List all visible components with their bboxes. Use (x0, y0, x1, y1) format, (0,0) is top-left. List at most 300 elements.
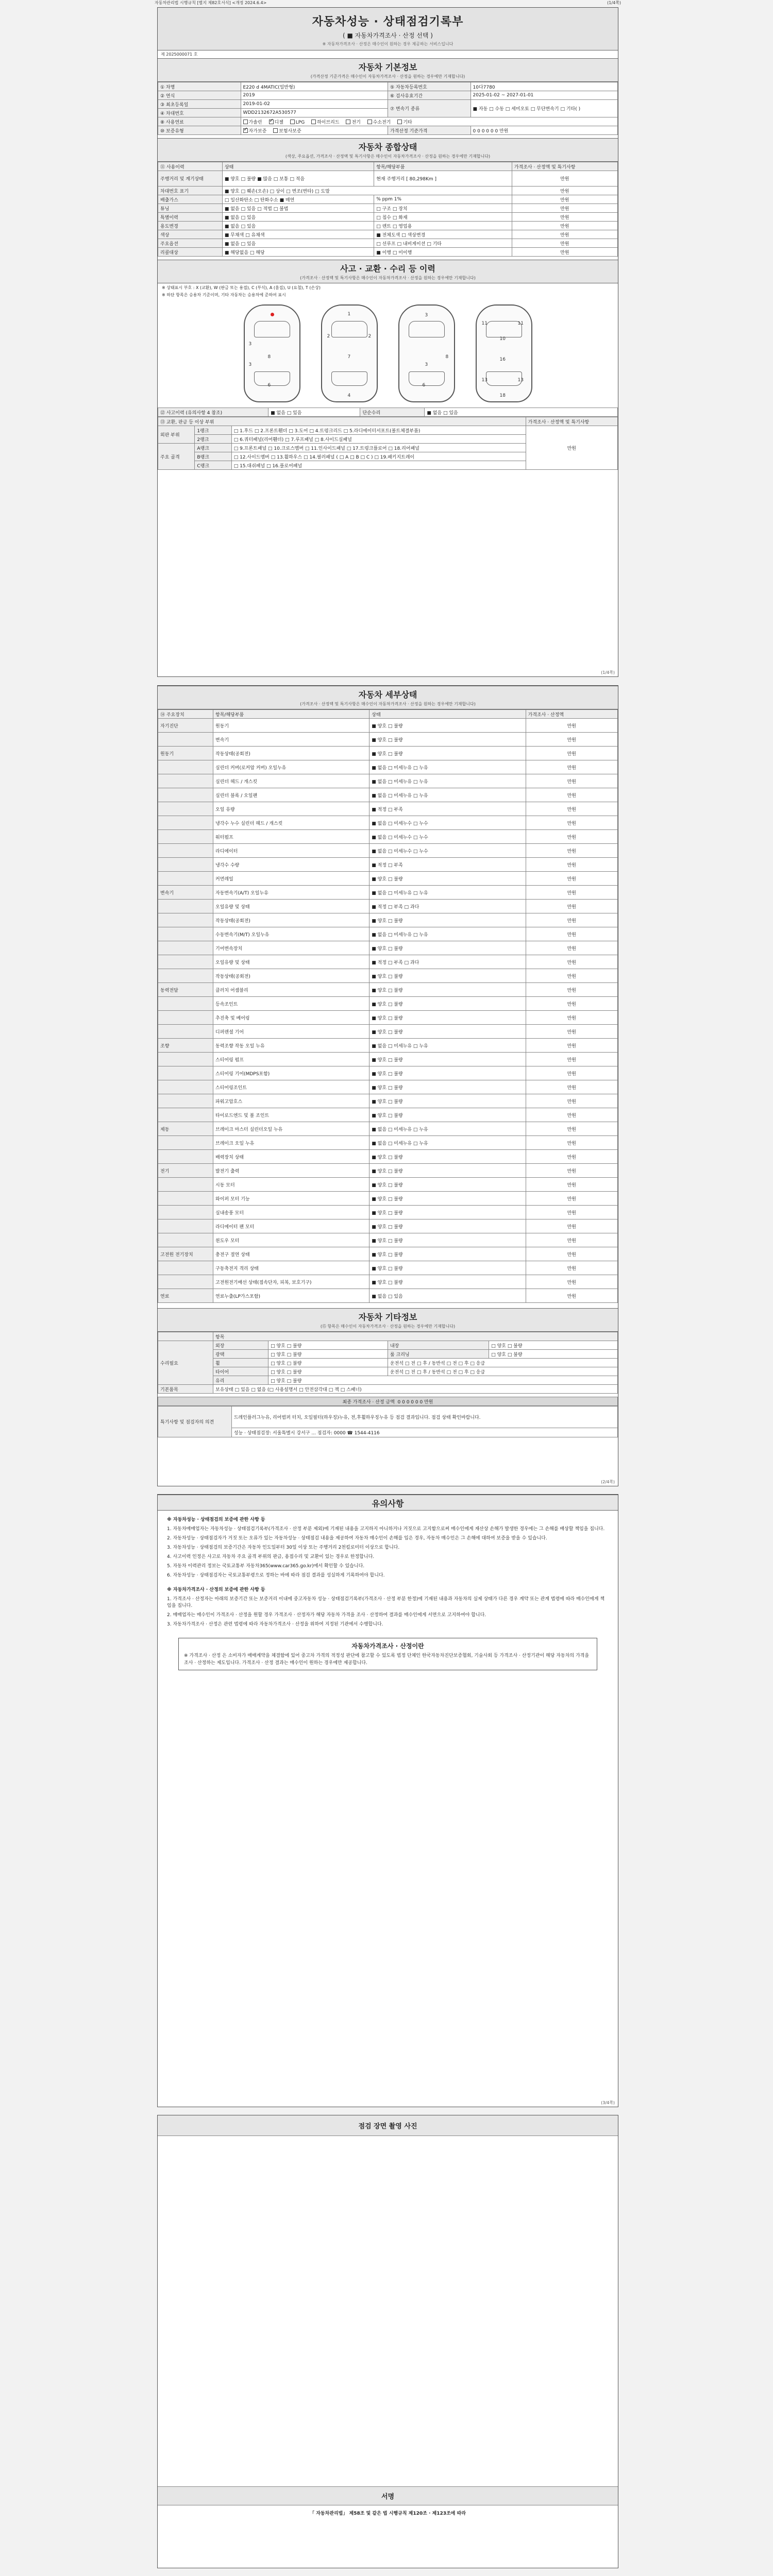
item-cell: 작동상태(공회전) (213, 747, 369, 760)
notes-heading-1: ※ 자동차성능 · 상태점검의 보증에 관한 사항 등 (167, 1517, 265, 1522)
checkbox-icon (311, 120, 316, 124)
status-cell: ■ 양호 □ 불량 (369, 719, 526, 733)
item-cell: 동력조향 작동 오일 누유 (213, 1039, 369, 1053)
table-row (158, 195, 618, 204)
table-row (158, 1094, 618, 1108)
group-label (158, 1261, 213, 1275)
status-cell: ■ 양호 □ 불량 (369, 1261, 526, 1275)
table-row (158, 1219, 618, 1233)
fuel-option[interactable]: 가솔린 (243, 120, 262, 125)
table-row (158, 886, 618, 900)
row-label: 주행거리 및 계기상태 (158, 171, 223, 187)
rank-label: 2랭크 (195, 435, 231, 444)
group-label (158, 1192, 213, 1206)
row-label: 색상 (158, 230, 223, 239)
note-item: 1. 가격조사 · 산정자는 아래의 보증기간 또는 보증거리 이내에 중고자동차 성능 · 상태점검기록부(가격조사 · 산정 부분 한정)에 기재된 내용과 자동차의 실제 상태가 다른 경우 계약 또는 관계 법령에 따라 매수인에게 책임을 집니다. (167, 1596, 605, 1609)
table-header-row (158, 162, 618, 171)
item-cell: 와이퍼 모터 기능 (213, 1192, 369, 1206)
item-cell: 원동기 (213, 719, 369, 733)
fuel-option[interactable]: 수소전기 (367, 120, 391, 125)
table-row (158, 900, 618, 913)
note-item: 4. 사고이력 인정은 사고로 자동차 주요 골격 부위의 판금, 용접수리 및 교환이 있는 경우로 한정합니다. (167, 1554, 375, 1560)
price-cell: 만원 (526, 1247, 617, 1261)
table-row (158, 1066, 618, 1080)
fuel-option[interactable]: LPG (290, 120, 305, 125)
price-cell: 만원 (512, 213, 617, 222)
price-cell: 만원 (526, 774, 617, 788)
status-cell: □ 일산화탄소 □ 탄화수소 ■ 매연 (222, 195, 374, 204)
status-cell: ■ 없음 □ 미세누유 □ 누유 (369, 760, 526, 774)
status-cell: □ 양호 □ 불량 (268, 1367, 388, 1376)
table-row (158, 1053, 618, 1066)
item-cell: 구동축전지 격리 상태 (213, 1261, 369, 1275)
checkbox-checked-icon (269, 120, 274, 124)
price-cell: 만원 (526, 1108, 617, 1122)
page-1 (157, 7, 618, 677)
value-cell: ■ 자동 □ 수동 □ 세미오토 □ 무단변속기 □ 기타( ) (470, 100, 617, 117)
car-right-side-icon: 3 3 6 8 (398, 304, 455, 402)
table-row (158, 1108, 618, 1122)
group-label (158, 1206, 213, 1219)
value-cell: 2025-01-02 ~ 2027-01-01 (470, 91, 617, 100)
detail-cell: 현재 주행거리 [ 80,298Km ] (374, 171, 512, 187)
status-cell: ■ 양호 □ 불량 ■ 많음 □ 보통 □ 적음 (222, 171, 374, 187)
status-cell: ■ 양호 □ 불량 (369, 1053, 526, 1066)
price-cell: 만원 (526, 1289, 617, 1303)
item-cell: 작동상태(공회전) (213, 969, 369, 983)
table-header-row (158, 1332, 618, 1341)
group-label (158, 802, 213, 816)
checkbox-icon (367, 120, 372, 124)
item-cell: 실린더 헤드 / 개스킷 (213, 774, 369, 788)
status-cell: ■ 양호 □ 불량 (369, 1011, 526, 1025)
group-label (158, 900, 213, 913)
status-cell: ■ 없음 □ 미세누수 □ 누수 (369, 816, 526, 830)
note-item: 3. 자동차가격조사 · 산정은 관련 법령에 따라 자동차가격조사 · 산정을 위하여 지정된 기관에서 수행합니다. (167, 1622, 383, 1628)
status-cell: ■ 없음 □ 미세누수 □ 누수 (369, 844, 526, 858)
status-cell: ■ 양호 □ 불량 (369, 1150, 526, 1164)
table-row (158, 1136, 618, 1150)
table-row (158, 1122, 618, 1136)
row-label: 용도변경 (158, 222, 223, 230)
group-label (158, 788, 213, 802)
price-cell: 만원 (512, 187, 617, 195)
price-cell: 만원 (512, 230, 617, 239)
item-cell: 시동 모터 (213, 1178, 369, 1192)
status-cell: ■ 없음 □ 있음 (222, 239, 374, 248)
row-label: 기본품목 (158, 1385, 213, 1394)
price-cell: 만원 (526, 844, 617, 858)
price-cell: 만원 (526, 816, 617, 830)
group-label (158, 1066, 213, 1080)
main-frame-label: 주요 골격 (158, 444, 195, 470)
detail-title: 자동차 세부상태 (358, 690, 417, 700)
item-cell: 냉각수 누수 실린더 헤드 / 개스킷 (213, 816, 369, 830)
price-cell: 만원 (526, 1178, 617, 1192)
other-title: 자동차 기타정보 (358, 1312, 417, 1322)
table-row (158, 82, 618, 91)
price-cell: 만원 (526, 913, 617, 927)
form-reference: 자동차관리법 시행규칙 [별지 제82호서식] <개정 2024.6.4> (155, 1, 267, 5)
accident-legend: ※ 상태표시 부호 : X (교환), W (판금 또는 용접), C (부식), A (흠집), U (요철), T (손상) (162, 285, 321, 290)
rank-items: □ 12.사이드멤버 □ 13.휠하우스 □ 14.필러패널 ( □ A □ B □ C ) □ 19.패키지트레이 (231, 452, 526, 461)
rank-label: C랭크 (195, 461, 231, 470)
group-label (158, 1080, 213, 1094)
price-cell: 만원 (526, 1136, 617, 1150)
basic-info-band (158, 58, 618, 82)
group-label (158, 941, 213, 955)
price-cell: 만원 (512, 248, 617, 257)
price-cell: 만원 (526, 1094, 617, 1108)
group-label: 조향 (158, 1039, 213, 1053)
status-cell: ■ 양호 □ 불량 (369, 941, 526, 955)
checkbox-icon (346, 120, 350, 124)
overall-subtitle: (색상, 주요옵션, 가격조사 · 산정액 및 특기사항은 매수인이 자동차가격조사 · 산정을 원하는 경우에만 기재합니다) (285, 154, 491, 159)
price-cell: 만원 (512, 204, 617, 213)
checkbox-icon (273, 128, 278, 133)
table-row (158, 774, 618, 788)
photo-area (158, 2136, 618, 2486)
label-cell: ② 연식 (158, 91, 241, 100)
overall-band (158, 138, 618, 162)
item-cell: 실린더 블록 / 오일팬 (213, 788, 369, 802)
table-row (158, 844, 618, 858)
table-row (158, 1039, 618, 1053)
row-label: 휠 (213, 1359, 268, 1367)
status-cell: ■ 없음 □ 미세누유 □ 누유 (369, 1039, 526, 1053)
item-cell: 라디에이터 팬 모터 (213, 1219, 369, 1233)
price-cell: 만원 (526, 1275, 617, 1289)
group-label (158, 1233, 213, 1247)
item-cell: 실린더 커버(로커암 커버) 오일누유 (213, 760, 369, 774)
sign-text: 「 자동차관리법」 제58조 및 같은 법 시행규칙 제120조 · 제123조에 따라 (310, 2511, 466, 2516)
overall-title: 자동차 종합상태 (358, 142, 417, 152)
table-row (158, 816, 618, 830)
status-cell: ■ 양호 □ 불량 (369, 969, 526, 983)
table-row (158, 719, 618, 733)
rank-items: □ 6.쿼터패널(리어휀더) □ 7.루프패널 □ 8.사이드실패널 (231, 435, 526, 444)
final-price-label: 최종 가격조사 · 산정 금액 0 0 0 0 0 0 만원 (158, 1397, 618, 1406)
group-label (158, 927, 213, 941)
column-header: ⑭ 주요장치 (158, 710, 213, 719)
table-row (158, 1406, 618, 1428)
detail-cell: ■ 전체도색 □ 색상변경 (374, 230, 512, 239)
fuel-options (241, 117, 617, 126)
status-cell: ■ 양호 □ 불량 (369, 1192, 526, 1206)
checkbox-icon (243, 120, 248, 124)
status-cell: ■ 양호 □ 불량 (369, 913, 526, 927)
price-cell: 만원 (526, 1164, 617, 1178)
detail-cell: % ppm 1% (374, 195, 512, 204)
price-cell: 만원 (526, 1053, 617, 1066)
table-row (158, 187, 618, 195)
status-cell: ■ 양호 □ 불량 (369, 1275, 526, 1289)
rank-items: □ 1.후드 □ 2.프론트휀더 □ 3.도어 □ 4.트렁크리드 □ 5.라디에이터서포트(볼트체결부품) (231, 426, 526, 435)
price-cell: 만원 (526, 1066, 617, 1080)
note-item: 3. 자동차성능 · 상태점검의 보증기간은 자동차 인도일부터 30일 이상 또는 주행거리 2천킬로미터 이상으로 합니다. (167, 1545, 400, 1550)
label-cell: ④ 차대번호 (158, 109, 241, 117)
table-row (158, 830, 618, 844)
table-row (158, 1376, 618, 1385)
page-3 (157, 1494, 618, 2107)
item-cell: 라디에이터 (213, 844, 369, 858)
table-row (158, 230, 618, 239)
value-cell: 2019 (241, 91, 388, 100)
item-cell: 커먼레일 (213, 872, 369, 886)
table-row (158, 1261, 618, 1275)
notes-body (158, 1511, 618, 1634)
price-cell: 만원 (526, 830, 617, 844)
basic-info-table (158, 82, 618, 135)
warranty-options (241, 126, 388, 135)
outer-label: 외판 부위 (158, 426, 195, 444)
status-cell: ■ 양호 □ 불량 (369, 1094, 526, 1108)
status-cell: ■ 양호 □ 불량 (369, 1080, 526, 1094)
item-cell: 클러치 어셈블리 (213, 983, 369, 997)
detail-cell: □ 구조 □ 장치 (374, 204, 512, 213)
group-label (158, 913, 213, 927)
table-row (158, 1350, 618, 1359)
table-row (158, 248, 618, 257)
group-label (158, 858, 213, 872)
price-cell: 만원 (526, 927, 617, 941)
price-cell: 만원 (526, 983, 617, 997)
status-cell: ■ 양호 □ 불량 (369, 733, 526, 747)
status-cell: □ 양호 □ 불량 (268, 1376, 618, 1385)
item-cell: 스티어링 기어(MDPS포함) (213, 1066, 369, 1080)
price-cell: 만원 (526, 426, 617, 470)
rank-items: □ 9.프론트패널 □ 10.크로스멤버 □ 11.인사이드패널 □ 17.트렁크플로어 □ 18.리어패널 (231, 444, 526, 452)
column-header: 상태 (369, 710, 526, 719)
group-label (158, 760, 213, 774)
group-label: 고전원 전기장치 (158, 1247, 213, 1261)
status-cell: ■ 양호 □ 불량 (369, 1164, 526, 1178)
accident-value: ■ 없음 □ 있음 (268, 408, 360, 417)
row-label: 광택 (213, 1350, 268, 1359)
table-row (158, 1080, 618, 1094)
row-label: 외장 (213, 1341, 268, 1350)
status-cell: □ 양호 □ 불량 (268, 1350, 388, 1359)
price-survey-text: ※ 가격조사 · 산정 은 소비자가 매매계약을 체결함에 있어 중고차 가격의 적정성 판단에 참고할 수 있도록 법정 단체인 한국자동차진단보증협회, 기술사회 등 가격조사 · 산정기관이 해당 자동차의 가격을 조사 · 산정하는 제도입니다. 가격조사 · 산정 결과는 매수인이 원하는 경우에만 제공합니다. (184, 1653, 590, 1666)
price-cell: 만원 (526, 1206, 617, 1219)
form-note: ※ 자동차가격조사 · 산정은 매수인이 원하는 경우 제공하는 서비스입니다 (322, 42, 453, 46)
group-label: 연료 (158, 1289, 213, 1303)
price-cell: 만원 (526, 1233, 617, 1247)
value-cell: E220 d 4MATIC(일반형) (241, 82, 388, 91)
table-row (158, 927, 618, 941)
fuel-option[interactable]: 전기 (346, 120, 360, 125)
group-label (158, 733, 213, 747)
price-cell: 만원 (526, 760, 617, 774)
item-cell: 발전기 출력 (213, 1164, 369, 1178)
table-row (158, 213, 618, 222)
table-row (158, 1341, 618, 1350)
car-top-view-icon: 1 7 4 2 2 (321, 304, 378, 402)
table-row (158, 1011, 618, 1025)
table-row (158, 1150, 618, 1164)
price-cell: 만원 (526, 1219, 617, 1233)
rank-items: □ 15.대쉬패널 □ 16.플로어패널 (231, 461, 526, 470)
notes-heading-2: ※ 자동차가격조사 · 산정의 보증에 관한 사항 등 (167, 1587, 265, 1592)
item-cell: 자동변속기(A/T) 오일누유 (213, 886, 369, 900)
table-row (158, 91, 618, 100)
group-label (158, 872, 213, 886)
group-label (158, 1053, 213, 1066)
item-cell: 배력장치 상태 (213, 1150, 369, 1164)
row-label: 차대번호 표기 (158, 187, 223, 195)
rank-label: B랭크 (195, 452, 231, 461)
status-cell: ■ 없음 □ 미세누유 □ 누유 (369, 927, 526, 941)
status-cell: ■ 적정 □ 부족 □ 과다 (369, 900, 526, 913)
status-cell: ■ 양호 □ 불량 (369, 1025, 526, 1039)
table-row (158, 100, 618, 109)
table-row (158, 417, 618, 426)
simple-repair-label: 단순수리 (360, 408, 425, 417)
status-cell: ■ 양호 □ 불량 (369, 983, 526, 997)
table-row (158, 126, 618, 135)
price-cell: 만원 (526, 747, 617, 760)
fuel-option[interactable]: 하이브리드 (311, 120, 339, 125)
status-cell: ■ 양호 □ 불량 (369, 872, 526, 886)
price-cell: 만원 (526, 969, 617, 983)
status-cell: ■ 양호 □ 불량 (369, 1233, 526, 1247)
rank-label: 1랭크 (195, 426, 231, 435)
row-label: 유리 (213, 1376, 268, 1385)
table-row (158, 941, 618, 955)
status-cell: ■ 없음 □ 있음 (222, 222, 374, 230)
checkbox-icon (290, 120, 295, 124)
fuel-option[interactable]: ✓ 디젤 (269, 120, 283, 125)
column-header: ⑪ 사용이력 (158, 162, 223, 171)
status-cell: ■ 양호 □ 불량 (369, 1247, 526, 1261)
warranty-option[interactable]: ✓ 자가보증 (243, 129, 267, 134)
photo-section-title: 점검 장면 촬영 사진 (158, 2115, 618, 2136)
table-row (158, 1367, 618, 1376)
page-number: (3/4쪽) (601, 2100, 615, 2105)
other-table (158, 1332, 618, 1394)
detail-cell: 운전석 □ 전 □ 후 / 동반석 □ 전 □ 후 □ 응급 (388, 1359, 617, 1367)
car-frame-icon: 11 11 10 16 13 13 18 (476, 304, 532, 402)
status-cell: ■ 없음 □ 미세누수 □ 누수 (369, 830, 526, 844)
table-row (158, 747, 618, 760)
group-label: 전기 (158, 1164, 213, 1178)
overall-table (158, 162, 618, 257)
accident-subtitle: (가격조사 · 산정액 및 특기사항은 매수인이 자동차가격조사 · 산정을 원하는 경우에만 기재합니다) (300, 276, 476, 280)
price-cell: 만원 (526, 997, 617, 1011)
price-cell: 만원 (526, 955, 617, 969)
price-cell: 만원 (512, 239, 617, 248)
price-cell: 만원 (526, 1150, 617, 1164)
warranty-label: ⑩ 보증유형 (158, 126, 241, 135)
form-reference-line (155, 0, 621, 6)
fuel-option[interactable]: 기타 (397, 120, 412, 125)
row-label: 타이어 (213, 1367, 268, 1376)
checkbox-icon (397, 120, 402, 124)
note-item: 6. 자동차성능 · 상태점검자는 국토교통부령으로 정하는 바에 따라 점검 결과를 성실하게 기록하여야 합니다. (167, 1572, 385, 1578)
label-cell: ⑥ 검사유효기간 (388, 91, 470, 100)
table-row (158, 997, 618, 1011)
status-cell: 보유상태 □ 있음 □ 없음 (□ 사용설명서 □ 안전삼각대 □ 잭 □ 스패너) (213, 1385, 618, 1394)
price-value: 0 0 0 0 0 0 만원 (470, 126, 617, 135)
row-label: 주요옵션 (158, 239, 223, 248)
status-cell: ■ 무채색 □ 유채색 (222, 230, 374, 239)
status-cell: ■ 해당없음 □ 해당 (222, 248, 374, 257)
label-cell: ⑤ 자동차등록번호 (388, 82, 470, 91)
label-cell: ③ 최초등록일 (158, 100, 241, 109)
price-cell: 만원 (526, 872, 617, 886)
group-label: 원동기 (158, 747, 213, 760)
group-label (158, 774, 213, 788)
other-subtitle: (⑮ 항목은 매수인이 자동차가격조사 · 산정을 원하는 경우에만 기재합니다) (320, 1324, 456, 1329)
price-cell: 만원 (526, 788, 617, 802)
group-label (158, 969, 213, 983)
table-row (158, 1178, 618, 1192)
status-cell: ■ 적정 □ 부족 (369, 858, 526, 872)
group-label (158, 1011, 213, 1025)
item-cell: 브레이크 마스터 실린더오일 누유 (213, 1122, 369, 1136)
row-label: 리콜대상 (158, 248, 223, 257)
table-row (158, 913, 618, 927)
price-cell: 만원 (526, 733, 617, 747)
price-cell: 만원 (526, 1025, 617, 1039)
group-label: 자기진단 (158, 719, 213, 733)
status-cell: ■ 없음 □ 미세누유 □ 누유 (369, 886, 526, 900)
status-cell: ■ 없음 □ 미세누유 □ 누유 (369, 788, 526, 802)
item-cell: 오일 유량 (213, 802, 369, 816)
group-label (158, 1219, 213, 1233)
price-cell: 만원 (512, 171, 617, 187)
page-number: (1/4쪽) (601, 670, 615, 675)
price-header: 가격조사 · 산정액 및 특기사항 (526, 417, 617, 426)
price-cell: 만원 (526, 1080, 617, 1094)
notes-band (158, 1495, 618, 1511)
page-2 (157, 685, 618, 1486)
value-cell: 2019-01-02 (241, 100, 388, 109)
group-label (158, 816, 213, 830)
table-row (158, 1025, 618, 1039)
price-cell: 만원 (526, 900, 617, 913)
status-cell: ■ 양호 □ 불량 (369, 1066, 526, 1080)
row-label: 특별이력 (158, 213, 223, 222)
detail-cell: ■ 이행 □ 미이행 (374, 248, 512, 257)
table-row (158, 788, 618, 802)
other-band (158, 1308, 618, 1332)
table-header-row (158, 710, 618, 719)
row-label: 내장 (388, 1341, 489, 1350)
item-cell: 워터펌프 (213, 830, 369, 844)
warranty-option[interactable]: 보험사보증 (273, 129, 301, 134)
note-item: 2. 매매업자는 매수인이 가격조사 · 산정을 원할 경우 가격조사 · 산정자가 해당 자동차 가격을 조사 · 산정하여 결과를 매수인에게 서면으로 고지하여야 합니다. (167, 1613, 486, 1618)
detail-table (158, 709, 618, 1303)
item-cell: 스티어링조인트 (213, 1080, 369, 1094)
status-cell: ■ 양호 □ 불량 (369, 1219, 526, 1233)
group-label (158, 1275, 213, 1289)
group-label (158, 997, 213, 1011)
item-cell: 윈도우 모터 (213, 1233, 369, 1247)
page-number: (2/4쪽) (601, 1480, 615, 1484)
document-number: 제 2025000071 호 (161, 52, 198, 57)
note-item: 5. 자동차 이력관리 정보는 국토교통부 자동차365(www.car365.go.kr)에서 확인할 수 있습니다. (167, 1563, 365, 1569)
group-label (158, 844, 213, 858)
status-cell: ■ 없음 □ 있음 (369, 1289, 526, 1303)
item-cell: 디퍼렌셜 기어 (213, 1025, 369, 1039)
table-row (158, 1385, 618, 1394)
table-row (158, 733, 618, 747)
table-row (158, 983, 618, 997)
rank-label: A랭크 (195, 444, 231, 452)
table-row (158, 408, 618, 417)
item-cell: 등속조인트 (213, 997, 369, 1011)
